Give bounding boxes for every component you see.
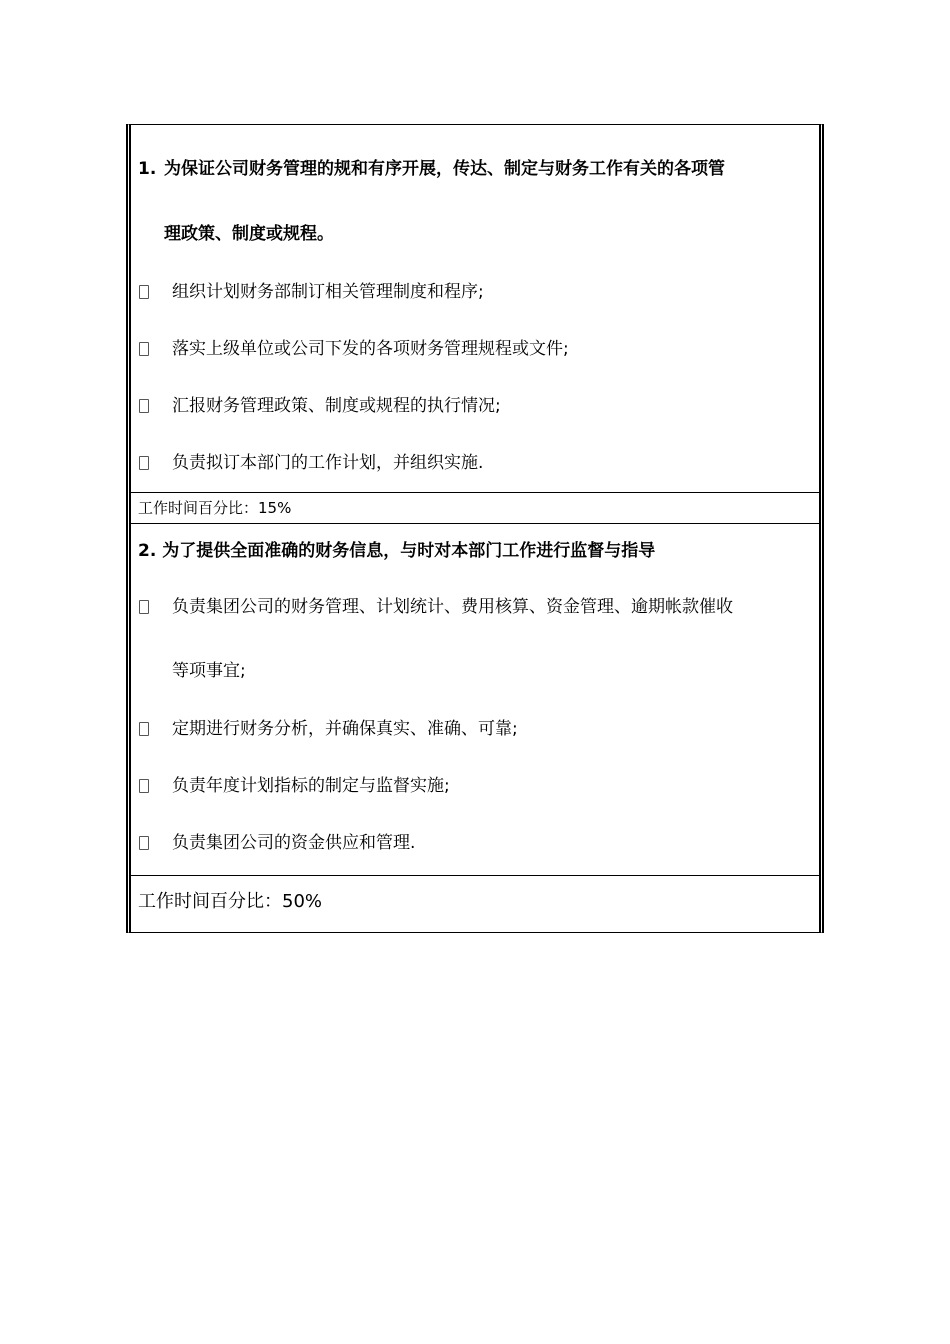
checkbox-bullet-icon [139, 722, 149, 736]
duty-heading-1 [138, 137, 815, 201]
list-item [131, 719, 819, 776]
job-duties-table [126, 124, 824, 933]
list-item [131, 597, 819, 717]
duty-title-1-line-2: 理政策、制度或规程。 [164, 224, 334, 244]
checkbox-bullet-icon [139, 600, 149, 614]
time-percentage-row-1 [131, 493, 819, 524]
checkbox-bullet-icon [139, 456, 149, 470]
list-item [131, 776, 819, 833]
list-item-text-line-1: 负责集团公司的财务管理、计划统计、费用核算、资金管理、逾期帐款催收 [172, 597, 733, 617]
list-item [131, 396, 819, 453]
list-item-text: 负责拟订本部门的工作计划，并组织实施. [172, 453, 484, 473]
duty-section-1 [131, 125, 819, 493]
list-item [131, 339, 819, 396]
time-percentage-2: 工作时间百分比：50% [138, 891, 323, 912]
duty-section-2 [131, 524, 819, 876]
checkbox-bullet-icon [139, 399, 149, 413]
checkbox-bullet-icon [139, 836, 149, 850]
list-item-text: 汇报财务管理政策、制度或规程的执行情况; [172, 396, 501, 416]
list-item-text: 负责年度计划指标的制定与监督实施; [172, 776, 450, 796]
list-item-text-line-2: 等项事宜; [172, 661, 246, 681]
checkbox-bullet-icon [139, 342, 149, 356]
list-item-text: 负责集团公司的资金供应和管理. [172, 833, 416, 853]
checkbox-bullet-icon [139, 285, 149, 299]
list-item-text: 落实上级单位或公司下发的各项财务管理规程或文件; [172, 339, 569, 359]
duty-number-1: 1. [138, 159, 157, 179]
duty-heading-2 [138, 539, 655, 563]
list-item-text: 定期进行财务分析，并确保真实、准确、可靠; [172, 719, 518, 739]
list-item-text: 组织计划财务部制订相关管理制度和程序; [172, 282, 484, 302]
time-percentage-1: 工作时间百分比：15% [138, 499, 292, 517]
duty-title-2: 为了提供全面准确的财务信息，与时对本部门工作进行监督与指导 [162, 541, 656, 561]
time-percentage-row-2 [131, 876, 819, 933]
duty-title-1-line-1: 为保证公司财务管理的规和有序开展，传达、制定与财务工作有关的各项管 [164, 159, 725, 179]
duty-number-2: 2. [138, 541, 157, 561]
list-item [131, 282, 819, 339]
checkbox-bullet-icon [139, 779, 149, 793]
